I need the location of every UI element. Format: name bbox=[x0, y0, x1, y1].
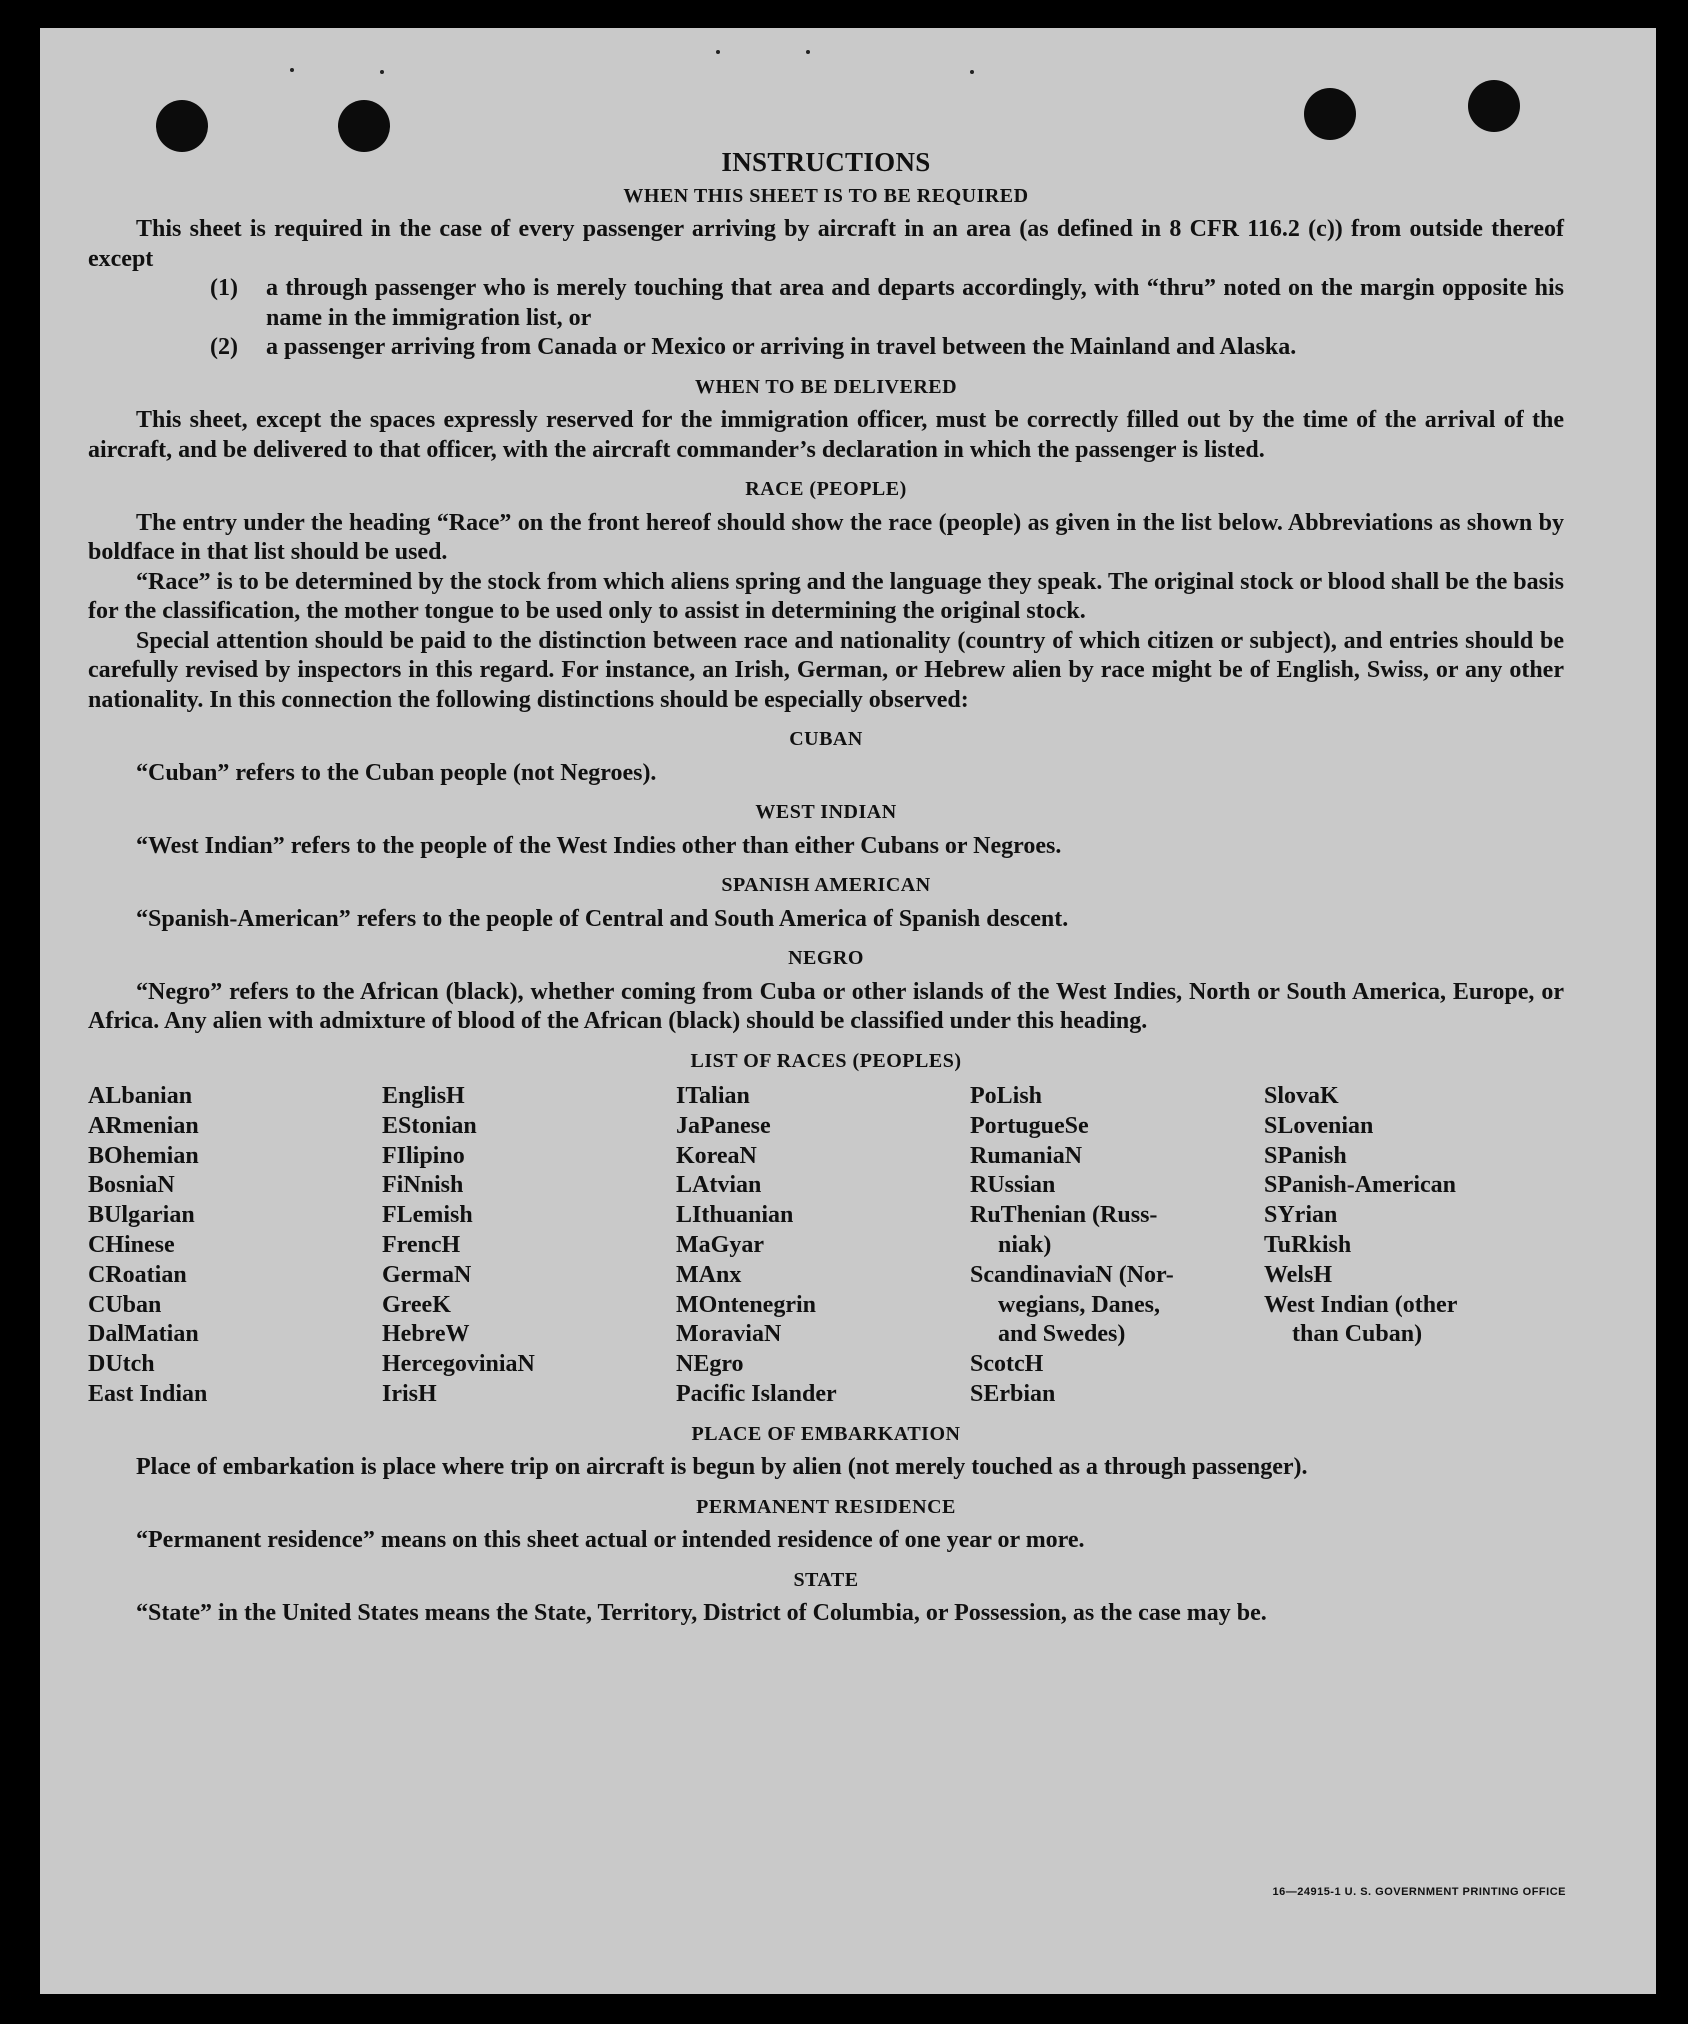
race-entry: GreeK bbox=[382, 1291, 451, 1318]
section-heading-residence: PERMANENT RESIDENCE bbox=[696, 1495, 956, 1518]
races-table bbox=[88, 1082, 1564, 1410]
race-entry: niak) bbox=[998, 1231, 1052, 1258]
instructions-body bbox=[88, 148, 1564, 1629]
race-entry: EnglisH bbox=[382, 1083, 465, 1109]
printer-imprint: 16—24915-1 U. S. GOVERNMENT PRINTING OFFICE bbox=[1272, 1886, 1566, 1898]
race-entry: FLemish bbox=[382, 1202, 473, 1229]
race-entry: DUtch bbox=[88, 1351, 155, 1378]
spanish-american-text: “Spanish-American” refers to the people of Central and South America of Spanish descent. bbox=[136, 905, 1069, 932]
race-entry: LIthuanian bbox=[676, 1202, 794, 1229]
race-entry: EStonian bbox=[382, 1112, 477, 1139]
race-entry: DalMatian bbox=[88, 1321, 199, 1348]
race-entry: West Indian (other bbox=[1264, 1291, 1458, 1318]
race-entry: LAtvian bbox=[676, 1172, 762, 1199]
page-title: INSTRUCTIONS bbox=[721, 147, 931, 177]
race-entry: WelsH bbox=[1264, 1261, 1333, 1288]
race-entry: SYrian bbox=[1264, 1202, 1338, 1229]
race-entry: GermaN bbox=[382, 1261, 472, 1288]
section-heading-race: RACE (PEOPLE) bbox=[745, 478, 907, 500]
speck bbox=[716, 50, 720, 54]
race-entry: HebreW bbox=[382, 1321, 470, 1348]
race-entry: ITalian bbox=[676, 1083, 750, 1109]
race-entry: East Indian bbox=[88, 1380, 208, 1407]
race-entry: JaPanese bbox=[676, 1112, 771, 1139]
section-heading-state: STATE bbox=[793, 1568, 859, 1591]
punch-hole bbox=[156, 100, 208, 152]
race-entry: FiNnish bbox=[382, 1172, 464, 1199]
punch-hole bbox=[338, 100, 390, 152]
race-entry: NEgro bbox=[676, 1351, 744, 1378]
race-entry: ScotcH bbox=[970, 1351, 1044, 1378]
race-paragraph-3: Special attention should be paid to the distinction between race and nationality (country of which citizen or subject), and entries should be carefully revised by inspectors in this regard. For instance, an Irish, German, or Hebrew alien by race might be of English, Swiss, or any other nationality. In this connection the following distinctions should be especially observed: bbox=[88, 627, 1564, 713]
section-heading-spanish-american: SPANISH AMERICAN bbox=[721, 874, 931, 896]
punch-hole bbox=[1468, 80, 1520, 132]
section-heading-list-of-races: LIST OF RACES (PEOPLES) bbox=[690, 1049, 962, 1072]
race-entry: FIlipino bbox=[382, 1142, 465, 1169]
race-entry: PortugueSe bbox=[970, 1112, 1089, 1139]
race-entry: SPanish bbox=[1264, 1142, 1347, 1169]
race-entry: BUlgarian bbox=[88, 1202, 195, 1229]
race-entry: SlovaK bbox=[1264, 1083, 1339, 1109]
race-paragraph-2: “Race” is to be determined by the stock from which aliens spring and the language they speak. The original stock or blood shall be the basis for the classification, the mother tongue to be used only to assist in determining the original stock. bbox=[88, 568, 1564, 624]
race-entry: MaGyar bbox=[676, 1231, 764, 1258]
embarkation-text: Place of embarkation is place where trip on aircraft is begun by alien (not merely touched as a through passenger). bbox=[136, 1454, 1308, 1481]
section-heading-delivered: WHEN TO BE DELIVERED bbox=[694, 375, 958, 398]
race-entry: BOhemian bbox=[88, 1142, 199, 1169]
required-item: (1) a through passenger who is merely touching that area and departs accordingly, with “thru” noted on the margin opposite his name in the immigration list, or bbox=[210, 275, 1564, 331]
race-entry: BosniaN bbox=[88, 1172, 175, 1199]
speck bbox=[380, 70, 384, 74]
section-heading-west-indian: WEST INDIAN bbox=[755, 801, 897, 823]
section-heading-negro: NEGRO bbox=[788, 947, 864, 969]
speck bbox=[806, 50, 810, 54]
document-sheet bbox=[40, 28, 1656, 1994]
races-column bbox=[676, 1082, 970, 1410]
race-entry: CRoatian bbox=[88, 1261, 187, 1288]
race-entry: SLovenian bbox=[1264, 1112, 1374, 1139]
section-heading-cuban: CUBAN bbox=[789, 728, 863, 750]
race-entry: Pacific Islander bbox=[676, 1380, 837, 1407]
race-entry: MoraviaN bbox=[676, 1321, 782, 1348]
state-text: “State” in the United States means the State, Territory, District of Columbia, or Possession, as the case may be. bbox=[136, 1600, 1267, 1627]
race-entry: RumaniaN bbox=[970, 1142, 1083, 1169]
races-column bbox=[88, 1082, 382, 1410]
races-column bbox=[970, 1082, 1264, 1410]
race-entry: FrencH bbox=[382, 1231, 461, 1258]
residence-text: “Permanent residence” means on this sheet actual or intended residence of one year or more. bbox=[136, 1527, 1085, 1554]
cuban-text: “Cuban” refers to the Cuban people (not Negroes). bbox=[136, 759, 657, 786]
race-entry: RuThenian (Russ- bbox=[970, 1202, 1158, 1229]
race-entry: wegians, Danes, bbox=[998, 1291, 1161, 1318]
section-heading-embarkation: PLACE OF EMBARKATION bbox=[691, 1422, 961, 1445]
required-item: (2) a passenger arriving from Canada or Mexico or arriving in travel between the Mainland and Alaska. bbox=[210, 334, 1297, 360]
race-paragraph-1: The entry under the heading “Race” on the front hereof should show the race (people) as given in the list below. Abbreviations as shown by boldface in that list should be used. bbox=[88, 509, 1564, 565]
west-indian-text: “West Indian” refers to the people of the West Indies other than either Cubans or Negroes. bbox=[136, 832, 1062, 859]
race-entry: TuRkish bbox=[1264, 1231, 1352, 1258]
race-entry: HercegoviniaN bbox=[382, 1351, 535, 1378]
race-entry: and Swedes) bbox=[998, 1321, 1126, 1348]
races-column bbox=[382, 1082, 676, 1410]
races-column bbox=[1264, 1082, 1554, 1410]
race-entry: SPanish-American bbox=[1264, 1172, 1456, 1199]
speck bbox=[290, 68, 294, 72]
race-entry: ScandinaviaN (Nor- bbox=[970, 1261, 1174, 1288]
negro-text: “Negro” refers to the African (black), whether coming from Cuba or other islands of the West Indies, North or South America, Europe, or Africa. Any alien with admixture of blood of the African (black) should be classified under this heading. bbox=[88, 978, 1564, 1034]
race-entry: RUssian bbox=[970, 1172, 1056, 1199]
race-entry: ALbanian bbox=[88, 1083, 193, 1109]
race-entry: CHinese bbox=[88, 1231, 175, 1258]
race-entry: CUban bbox=[88, 1291, 162, 1318]
race-entry: IrisH bbox=[382, 1380, 437, 1407]
race-entry: MOntenegrin bbox=[676, 1291, 816, 1318]
punch-hole bbox=[1304, 88, 1356, 140]
race-entry: than Cuban) bbox=[1292, 1321, 1423, 1348]
section-heading-required: WHEN THIS SHEET IS TO BE REQUIRED bbox=[623, 184, 1029, 207]
race-entry: ARmenian bbox=[88, 1112, 199, 1139]
race-entry: MAnx bbox=[676, 1261, 742, 1288]
required-intro: This sheet is required in the case of every passenger arriving by aircraft in an area (as defined in 8 CFR 116.2 (c)) from outside thereof except bbox=[88, 216, 1564, 272]
race-entry: PoLish bbox=[970, 1083, 1043, 1109]
race-entry: SErbian bbox=[970, 1380, 1056, 1407]
speck bbox=[970, 70, 974, 74]
delivered-text: This sheet, except the spaces expressly reserved for the immigration officer, must be correctly filled out by the time of the arrival of the aircraft, and be delivered to that officer, with the aircraft commander’s declaration in which the passenger is listed. bbox=[88, 407, 1564, 463]
race-entry: KoreaN bbox=[676, 1142, 757, 1169]
